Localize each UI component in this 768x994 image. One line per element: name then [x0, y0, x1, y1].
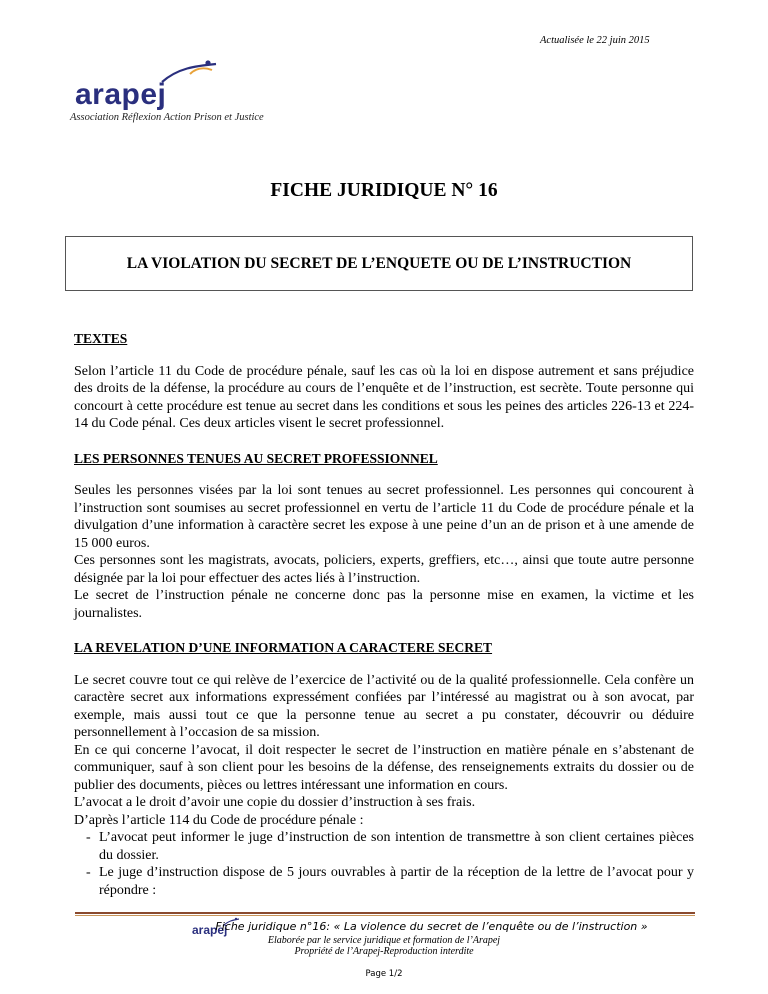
- footer-divider-accent: [75, 915, 695, 916]
- document-title: FICHE JURIDIQUE N° 16: [270, 180, 498, 201]
- list-item: - L’avocat peut informer le juge d’instruction de son intention de transmettre à son client certaines pièces du dossier.: [74, 829, 694, 864]
- section-personnes: [74, 450, 694, 623]
- paragraph: Ces personnes sont les magistrats, avocats, policiers, experts, greffiers, etc…, ainsi que toute autre personne désignée par la loi pour effectuer des actes liés à l’instruction.: [74, 553, 694, 586]
- paragraph: L’avocat a le droit d’avoir une copie du dossier d’instruction à ses frais.: [74, 795, 476, 810]
- footer-line-1: [95, 920, 768, 933]
- paragraph: Seules les personnes visées par la loi sont tenues au secret professionnel. Les personnes qui concourent à l’instruction sont soumises au secret professionnel en vertu de l’article 11 du Code de procédure pénale et la divulgation d’une information à caractère secret les expose à une peine d’un an de prison et à une amende de 15 000 euros.: [74, 483, 694, 551]
- update-date: Actualisée le 22 juin 2015: [540, 35, 650, 46]
- paragraph: Le secret de l’instruction pénale ne concerne donc pas la personne mise en examen, la victime et les journalistes.: [74, 588, 694, 621]
- footer-line-2: Elaborée par le service juridique et formation de l’Arapej: [267, 935, 501, 946]
- section-revelation: [74, 639, 694, 899]
- section-heading: LES PERSONNES TENUES AU SECRET PROFESSIONNEL: [74, 450, 438, 466]
- list-item: - Le juge d’instruction dispose de 5 jours ouvrables à partir de la réception de la lettre de l’avocat pour y répondre :: [74, 864, 694, 899]
- section-heading: LA REVELATION D’UNE INFORMATION A CARACTERE SECRET: [74, 640, 493, 655]
- paragraph: Selon l’article 11 du Code de procédure pénale, sauf les cas où la loi en dispose autrement et sans préjudice des droits de la défense, la procédure au cours de l’enquête et de l’instruction, est secrète. Toute personne qui concourt à cette procédure est tenue au secret dans les conditions et sous les peines des articles 226-13 et 224-14 du Code pénal. Ces deux articles visent le secret professionnel.: [74, 363, 694, 431]
- footer-divider: [75, 912, 695, 914]
- page-number: Page 1/2: [365, 969, 403, 979]
- document-body: [74, 330, 694, 916]
- logo-wordmark: arapej: [75, 78, 167, 111]
- subject-title: LA VIOLATION DU SECRET DE L’ENQUETE OU DE L’INSTRUCTION: [126, 254, 632, 272]
- footer-sheet-title: « La violence du secret de l’enquête ou de l’instruction »: [333, 920, 648, 933]
- paragraph: D’après l’article 114 du Code de procédure pénale :: [74, 812, 364, 828]
- swoosh-icon: [160, 58, 220, 86]
- footer-logo-wordmark: arapej: [192, 923, 228, 937]
- section-textes: [74, 330, 694, 433]
- footer-line-3: Propriété de l’Arapej-Reproduction interdite: [294, 946, 474, 957]
- footer: [0, 920, 768, 957]
- bullet-list: [74, 829, 694, 899]
- arapej-logo: [70, 58, 310, 128]
- paragraph: Le secret couvre tout ce qui relève de l’exercice de l’activité ou de la qualité professionnelle. Cela confère un caractère secret aux informations expressément confiées par l’intéressé au magistrat ou à son avocat, par exemple, mais aussi tout ce que la personne tenue au secret a pu constater, découvrir ou déduire personnellement à l’occasion de sa mission.: [74, 672, 694, 740]
- section-heading: TEXTES: [74, 331, 128, 346]
- footer-sheet-number: Fiche juridique n°16:: [215, 920, 334, 933]
- paragraph: En ce qui concerne l’avocat, il doit respecter le secret de l’instruction en matière pénale en s’abstenant de communiquer, sauf à son client pour les besoins de la défense, des renseignements extraits du dossier ou de publier des documents, pièces ou lettres intéressant une information en cours.: [74, 742, 694, 793]
- subject-box: [65, 236, 693, 291]
- logo-subtitle: Association Réflexion Action Prison et Justice: [70, 112, 264, 123]
